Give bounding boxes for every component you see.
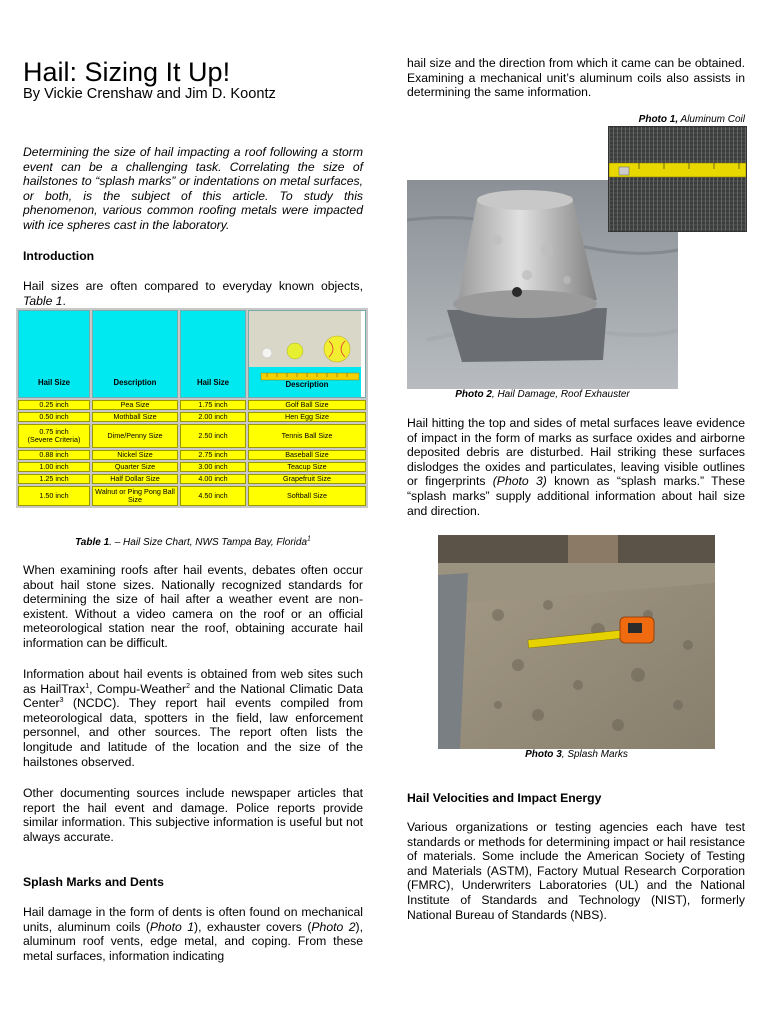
table-cell: 2.75 inch [180, 450, 246, 460]
article-title: Hail: Sizing It Up! [23, 57, 231, 87]
table-cell: 0.75 inch (Severe Criteria) [18, 424, 90, 448]
body-paragraph-2: Information about hail events is obtained from web sites such as HailTrax$^1$, Compu-Weather$^2$ and the National Climatic Data Center$^3$ (NCDC). They report hail events compiled from meteorological data, spotters in the field, law enforcement personnel, and other sources. The report often lists the longitude and latitude of the location and the size of the hailstones observed. [23, 667, 363, 769]
table-cell: 0.88 inch [18, 450, 90, 460]
right-paragraph-1: hail size and the direction from which it came can be obtained. Examining a mechanical unit’s aluminum coils also assists in determining the same information. [407, 56, 745, 100]
hail-size-table [16, 308, 368, 508]
table-cell: Half Dollar Size [92, 474, 178, 484]
table-cell: Grapefruit Size [248, 474, 366, 484]
hail-velocities-heading: Hail Velocities and Impact Energy [407, 791, 602, 805]
introduction-heading: Introduction [23, 249, 95, 263]
table-cell: Softball Size [248, 486, 366, 506]
table-cell: 0.25 inch [18, 400, 90, 410]
table-header-cell: Hail Size [180, 310, 246, 398]
table-row [18, 412, 366, 422]
aluminum-coil-image [609, 127, 746, 231]
table-caption: Table 1. – Hail Size Chart, NWS Tampa Bay, Florida$^1$ [75, 535, 311, 548]
photo1-caption: Photo 1, Aluminum Coil [638, 114, 745, 125]
table-row [18, 400, 366, 410]
table-cell: Baseball Size [248, 450, 366, 460]
golf-ball-icon [262, 348, 272, 358]
table-cell: Golf Ball Size [248, 400, 366, 410]
table-cell: 1.25 inch [18, 474, 90, 484]
table-cell: 1.00 inch [18, 462, 90, 472]
splash-marks-image [438, 535, 715, 749]
table-header-image-cell [248, 310, 366, 398]
right-paragraph-3: Various organizations or testing agencies each have test standards or methods for determining impact or hail resistance of materials. Some include the American Society of Testing and Materials (ASTM), Factory Mutual Research Corporation (FMRC), Underwriters Laboratories (UL) and the National Institute of Standards and Technology (NIST), formerly National Bureau of Standards (NBS). [407, 820, 745, 922]
table-cell: 1.50 inch [18, 486, 90, 506]
photo-splash-marks [438, 535, 715, 749]
body-paragraph-4: Hail damage in the form of dents is often found on mechanical units, aluminum coils (Photo 1), exhauster covers (Photo 2), aluminum roof vents, edge metal, and coping. From these metal surfaces, information indicating [23, 905, 363, 963]
splash-marks-heading: Splash Marks and Dents [23, 875, 164, 889]
table-cell: 0.50 inch [18, 412, 90, 422]
table-cell: 4.50 inch [180, 486, 246, 506]
table-row [18, 474, 366, 484]
table-cell: Hen Egg Size [248, 412, 366, 422]
table-cell: 1.75 inch [180, 400, 246, 410]
body-paragraph-1: When examining roofs after hail events, debates often occur about hail stone sizes. Nationally recognized standards for determining the size of hail after a weather event are non-existent. Without a video camera on the roof or an official meteorological station near the roof, obtaining accurate hail information can be difficult. [23, 563, 363, 650]
table-header-cell: Description [285, 380, 329, 389]
softball-icon [324, 336, 350, 362]
table-header-row [18, 310, 366, 398]
table-cell: Nickel Size [92, 450, 178, 460]
tape-measure-icon [609, 163, 746, 177]
photo2-caption: Photo 2, Hail Damage, Roof Exhauster [455, 389, 630, 400]
hail-size-table-wrapper [16, 308, 368, 508]
photo-aluminum-coil [608, 126, 747, 232]
table-header-cell: Description [92, 310, 178, 398]
table-cell: Quarter Size [92, 462, 178, 472]
table-row [18, 486, 366, 506]
table-cell: Walnut or Ping Pong Ball Size [92, 486, 178, 506]
introduction-paragraph: Hail sizes are often compared to everyday known objects, Table 1. [23, 279, 363, 308]
table-row [18, 424, 366, 448]
table-header-cell: Hail Size [18, 310, 90, 398]
table-cell: 2.50 inch [180, 424, 246, 448]
right-paragraph-2: Hail hitting the top and sides of metal surfaces leave evidence of impact in the form of marks as surface oxides and airborne deposited debris are disturbed. Hail striking these surfaces dislodges the oxides and particulates, leaving visible outlines or fingerprints (Photo 3) known as “splash marks.” These “splash marks” supply additional information about hail size and direction. [407, 416, 746, 518]
table-row [18, 462, 366, 472]
table-cell: Dime/Penny Size [92, 424, 178, 448]
abstract-paragraph: Determining the size of hail impacting a roof following a storm event can be a challenging task. Correlating the size of hailstones to “splash marks” or indentations on metal surfaces, or both, is the subject of this article. To study this phenomenon, various common roofing metals were impacted with ice spheres cast in the laboratory. [23, 145, 363, 232]
ruler-icon [261, 373, 359, 380]
article-byline: By Vickie Crenshaw and Jim D. Koontz [23, 86, 276, 102]
table-cell: 3.00 inch [180, 462, 246, 472]
table-row [18, 450, 366, 460]
table-cell: Teacup Size [248, 462, 366, 472]
table-cell: Mothball Size [92, 412, 178, 422]
table-cell: Tennis Ball Size [248, 424, 366, 448]
body-paragraph-3: Other documenting sources include newspaper articles that report the hail event and damage. Police reports provide similar information. This subjective information is useful but not always accurate. [23, 786, 363, 844]
table-cell: 4.00 inch [180, 474, 246, 484]
severe-criteria-note: (Severe Criteria) [27, 435, 81, 444]
table-cell: 2.00 inch [180, 412, 246, 422]
tennis-ball-icon [287, 343, 303, 359]
table-cell: Pea Size [92, 400, 178, 410]
photo3-caption: Photo 3, Splash Marks [525, 749, 628, 760]
